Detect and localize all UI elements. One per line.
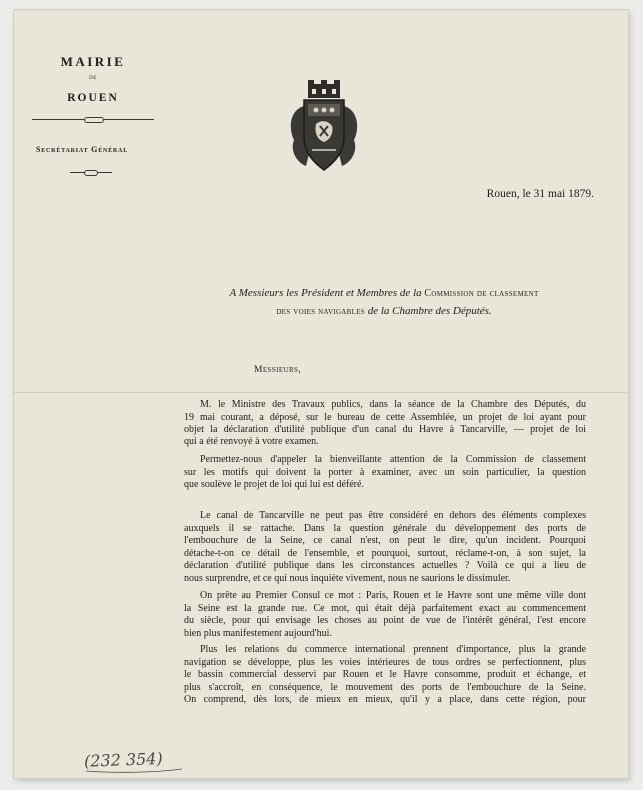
address-line-2-part-a: des voies navigables <box>276 306 365 317</box>
address-line-1-part-a: A Messieurs les Président et Membres de la <box>229 287 425 299</box>
address-line-1-part-b: Commission de classement <box>424 288 539 299</box>
body-line: 19 mai courant, a déposé, sur le bureau de cette Assemblée, un projet de loi ayant pour <box>184 412 586 423</box>
body-line: sur les motifs qui doivent la porter à examiner, avec un soin particulier, la question <box>184 467 586 478</box>
address-line-2-part-b: de la Chambre des Députés. <box>364 305 492 317</box>
address-line-1 <box>194 287 574 299</box>
handwritten-inventory-note <box>82 743 186 775</box>
body-line: bien plus manifestement aujourd'hui. <box>184 628 332 639</box>
body-line: nous surprendre, et ce qui nous inquiète vivement, nous ne saurions le dissimuler. <box>184 573 511 584</box>
body-line: On comprend, dès lors, de mieux en mieux, qu'il y a place, dans cette région, pour <box>184 694 586 705</box>
body-line: Plus les relations du commerce international prennent d'importance, plus la grande <box>200 644 586 655</box>
body-line: l'embouchure de la Seine, ce canal n'est, on peut le dire, qu'un incident. Pourquoi <box>184 535 586 546</box>
letterhead-rule <box>32 119 154 120</box>
body-line: objet la déclaration d'utilité publique d'un canal du Havre à Tancarville, — projet de loi <box>184 424 586 435</box>
body-line: plus s'accroît, en conséquence, le mouvement des ports de l'embouchure de la Seine. <box>184 682 586 693</box>
rouen-coat-of-arms-icon <box>286 80 362 176</box>
body-line: détache-t-on ce détail de l'ensemble, et pourquoi, surtout, réclame-t-on, à son sujet, la <box>184 548 586 559</box>
body-line: la Seine est la grande rue. Ce mot, qui était déjà parfaitement exact au commencement <box>184 603 586 614</box>
letterhead-office: Secrétariat Général <box>36 145 128 154</box>
body-line: navigation se développe, plus les voies intérieures de tous ordres se perfectionnent, plus <box>184 657 586 668</box>
office-rule <box>70 172 112 173</box>
handwritten-note-text: (232 354) <box>83 748 163 771</box>
salutation: Messieurs, <box>254 365 302 375</box>
body-line: Permettez-nous d'appeler la bienveillante attention de la Commission de classement <box>200 454 586 465</box>
document-sheet <box>14 10 628 778</box>
body-line: M. le Ministre des Travaux publics, dans la séance de la Chambre des Députés, du <box>200 399 586 410</box>
body-line: auxquels il se rattache. Dans la question générale du développement des ports de <box>184 523 586 534</box>
letterhead-rouen: ROUEN <box>67 92 119 104</box>
body-line: que soulève le projet de loi qui lui est déféré. <box>184 479 364 490</box>
body-line: déclaration d'utilité publique dans les circonstances actuelles ? Voilà ce qui a lieu de <box>184 560 586 571</box>
fold-crease <box>14 392 628 393</box>
body-line: du siècle, pour qui envisage les choses au point de vue de l'intérêt général, l'est encore <box>184 615 586 626</box>
body-line: qui a été renvoyé à votre examen. <box>184 436 319 447</box>
body-line: Le canal de Tancarville ne peut pas être considéré en dehors des éléments complexes <box>200 510 586 521</box>
body-line: On prête au Premier Consul ce mot : Paris, Rouen et le Havre sont une même ville dont <box>200 590 586 601</box>
address-line-2 <box>194 305 574 317</box>
body-line: le bassin commercial desservi par Rouen et le Havre consomme, produit et échange, et <box>184 669 586 680</box>
letterhead-mairie: MAIRIE <box>60 54 126 69</box>
letter-date: Rouen, le 31 mai 1879. <box>486 188 594 200</box>
letterhead-de: DE <box>89 76 97 81</box>
